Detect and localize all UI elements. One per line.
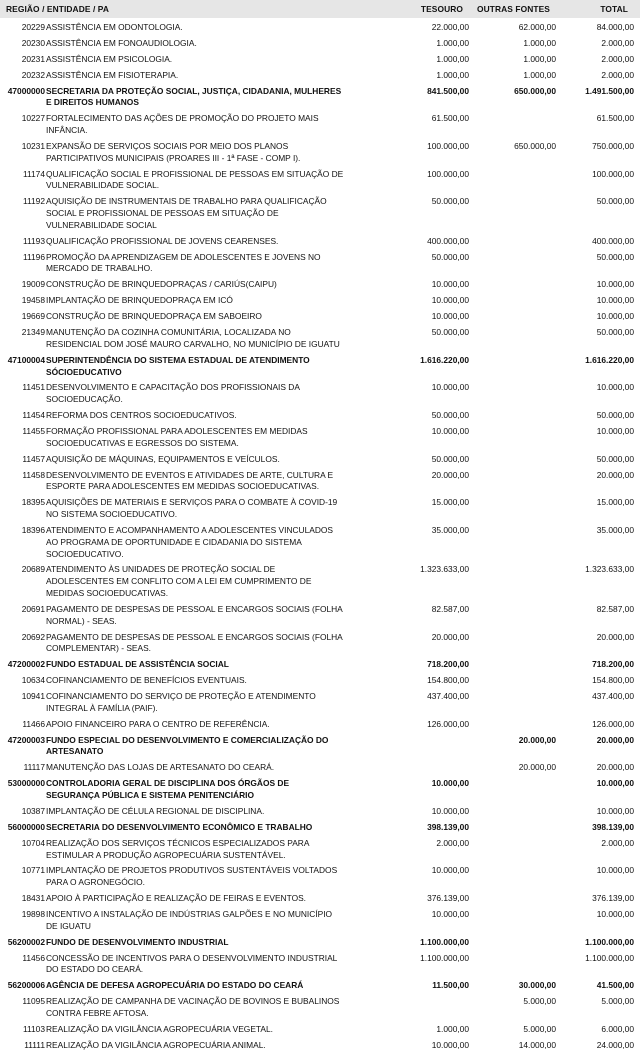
row-code: 56000000 bbox=[7, 821, 45, 832]
row-code: 20231 bbox=[21, 53, 45, 64]
row-code: 11451 bbox=[22, 382, 45, 393]
row-code: 11117 bbox=[23, 762, 45, 773]
row-description: IMPLANTAÇÃO DE CÉLULA REGIONAL DE DISCIPLINA. bbox=[46, 805, 265, 816]
row-tesouro: 1.000,00 bbox=[436, 69, 469, 80]
table-row bbox=[0, 327, 640, 351]
table-row bbox=[0, 778, 640, 802]
row-outras-fontes: 30.000,00 bbox=[518, 980, 556, 991]
row-outras-fontes: 1.000,00 bbox=[523, 69, 556, 80]
row-outras-fontes bbox=[469, 691, 556, 715]
row-code: 20692 bbox=[21, 631, 45, 642]
row-description: EXPANSÃO DE SERVIÇOS SOCIAIS POR MEIO DOS PLANOS PARTICIPATIVOS MUNICIPAIS (PROARES III - 1ª FASE - COMP I). bbox=[46, 140, 301, 163]
row-tesouro: 10.000,00 bbox=[431, 908, 469, 919]
table-row bbox=[0, 909, 640, 933]
row-total: 24.000,00 bbox=[596, 1039, 634, 1050]
row-tesouro: 718.200,00 bbox=[427, 659, 469, 670]
row-code: 20232 bbox=[21, 69, 45, 80]
row-description: AQUISIÇÕES DE MATERIAIS E SERVIÇOS PARA O COMBATE À COVID-19 NO SISTEMA SOCIOEDUCATIVO. bbox=[46, 497, 338, 520]
row-outras-fontes bbox=[469, 311, 556, 323]
table-row bbox=[0, 822, 640, 834]
table-header bbox=[0, 0, 640, 18]
row-code: 10231 bbox=[21, 140, 45, 151]
row-code: 47200003 bbox=[7, 734, 45, 745]
row-outras-fontes bbox=[469, 497, 556, 521]
row-tesouro: 82.587,00 bbox=[431, 603, 469, 614]
table-row bbox=[0, 311, 640, 323]
row-tesouro: 2.000,00 bbox=[436, 837, 469, 848]
table-row bbox=[0, 1040, 640, 1052]
row-code: 11111 bbox=[24, 1039, 45, 1050]
row-outras-fontes: 20.000,00 bbox=[518, 762, 556, 773]
row-code: 11193 bbox=[22, 235, 45, 246]
row-tesouro: 10.000,00 bbox=[431, 805, 469, 816]
row-total: 1.323.633,00 bbox=[585, 564, 634, 575]
table-row bbox=[0, 22, 640, 34]
row-total: 376.139,00 bbox=[592, 893, 634, 904]
row-description: CONSTRUÇÃO DE BRINQUEDOPRAÇAS / CARIÚS(CAIPU) bbox=[46, 279, 277, 290]
row-total: 400.000,00 bbox=[592, 235, 634, 246]
row-description: IMPLANTAÇÃO DE PROJETOS PRODUTIVOS SUSTENTÁVEIS VOLTADOS PARA O AGRONEGÓCIO. bbox=[46, 865, 338, 888]
row-tesouro: 10.000,00 bbox=[431, 426, 469, 436]
table-row bbox=[0, 169, 640, 193]
row-code: 11456 bbox=[22, 952, 45, 963]
row-description: DESENVOLVIMENTO E CAPACITAÇÃO DOS PROFISSIONAIS DA SOCIOEDUCAÇÃO. bbox=[46, 382, 300, 405]
row-description: REALIZAÇÃO DOS SERVIÇOS TÉCNICOS ESPECIALIZADOS PARA ESTIMULAR A PRODUÇÃO AGROPECUÁRIA SUSTENTÁVEL. bbox=[46, 837, 309, 860]
row-outras-fontes: 1.000,00 bbox=[523, 53, 556, 64]
row-code: 19009 bbox=[21, 279, 45, 290]
row-tesouro: 1.000,00 bbox=[436, 37, 469, 48]
row-total: 50.000,00 bbox=[596, 251, 634, 262]
row-description: SECRETARIA DA PROTEÇÃO SOCIAL, JUSTIÇA, CIDADANIA, MULHERES E DIREITOS HUMANOS bbox=[46, 85, 342, 108]
row-code: 47200002 bbox=[7, 659, 45, 670]
row-description: SECRETARIA DO DESENVOLVIMENTO ECONÔMICO E TRABALHO bbox=[46, 821, 313, 832]
row-total: 2.000,00 bbox=[601, 53, 634, 64]
row-code: 47000000 bbox=[7, 85, 45, 96]
row-total: 10.000,00 bbox=[596, 865, 634, 876]
row-code: 18395 bbox=[21, 497, 45, 508]
row-total: 20.000,00 bbox=[596, 734, 634, 745]
row-description: COFINANCIAMENTO DE BENEFÍCIOS EVENTUAIS. bbox=[46, 675, 247, 686]
row-description: APOIO FINANCEIRO PARA O CENTRO DE REFERÊNCIA. bbox=[46, 718, 270, 729]
table-row bbox=[0, 279, 640, 291]
row-total: 154.800,00 bbox=[592, 675, 634, 686]
table-row bbox=[0, 86, 640, 110]
table-row bbox=[0, 426, 640, 450]
table-row bbox=[0, 980, 640, 992]
row-total: 5.000,00 bbox=[601, 996, 634, 1007]
row-tesouro bbox=[351, 735, 469, 759]
row-description: CONSTRUÇÃO DE BRINQUEDOPRAÇA EM SABOEIRO bbox=[46, 311, 262, 322]
row-total: 10.000,00 bbox=[596, 426, 634, 436]
row-tesouro: 376.139,00 bbox=[427, 893, 469, 904]
table-row bbox=[0, 497, 640, 521]
row-tesouro: 20.000,00 bbox=[431, 469, 469, 480]
table-row bbox=[0, 893, 640, 905]
row-outras-fontes bbox=[469, 822, 556, 834]
row-outras-fontes bbox=[469, 410, 556, 422]
row-description: ASSISTÊNCIA EM FISIOTERAPIA. bbox=[46, 69, 179, 80]
table-row bbox=[0, 953, 640, 977]
table-row bbox=[0, 632, 640, 656]
table-row bbox=[0, 525, 640, 560]
row-description: ASSISTÊNCIA EM ODONTOLOGIA. bbox=[46, 22, 183, 32]
row-code: 19669 bbox=[21, 311, 45, 322]
row-tesouro: 10.000,00 bbox=[431, 865, 469, 876]
row-code: 10704 bbox=[21, 837, 45, 848]
row-total: 10.000,00 bbox=[596, 805, 634, 816]
table-row bbox=[0, 564, 640, 599]
row-tesouro: 10.000,00 bbox=[431, 778, 469, 789]
row-total: 437.400,00 bbox=[592, 691, 634, 702]
row-total: 61.500,00 bbox=[596, 113, 634, 124]
row-description: REALIZAÇÃO DA VIGILÂNCIA AGROPECUÁRIA ANIMAL. bbox=[46, 1039, 266, 1050]
header-total: TOTAL bbox=[600, 4, 628, 14]
row-description: SUPERINTENDÊNCIA DO SISTEMA ESTADUAL DE ATENDIMENTO SÓCIOEDUCATIVO bbox=[46, 354, 310, 377]
row-outras-fontes bbox=[469, 604, 556, 628]
row-description: ATENDIMENTO ÀS UNIDADES DE PROTEÇÃO SOCIAL DE ADOLESCENTES EM CONFLITO COM A LEI EM CUMPRIMENTO DE MEDIDAS SOCIOEDUCATIVAS. bbox=[46, 564, 312, 599]
row-total: 20.000,00 bbox=[596, 762, 634, 773]
table-row bbox=[0, 675, 640, 687]
table-body bbox=[0, 18, 640, 1052]
row-outras-fontes: 5.000,00 bbox=[523, 996, 556, 1007]
row-code: 11196 bbox=[22, 251, 45, 262]
table-row bbox=[0, 1024, 640, 1036]
row-description: MANUTENÇÃO DAS LOJAS DE ARTESANATO DO CEARÁ. bbox=[46, 762, 275, 773]
row-outras-fontes bbox=[469, 113, 556, 137]
row-tesouro: 1.323.633,00 bbox=[420, 564, 469, 575]
table-row bbox=[0, 382, 640, 406]
row-code: 11103 bbox=[22, 1023, 45, 1034]
row-code: 11174 bbox=[22, 168, 45, 179]
row-tesouro: 10.000,00 bbox=[431, 279, 469, 290]
row-tesouro: 22.000,00 bbox=[431, 22, 469, 32]
row-tesouro: 841.500,00 bbox=[427, 85, 469, 96]
row-total: 750.000,00 bbox=[592, 140, 634, 151]
row-outras-fontes bbox=[469, 838, 556, 862]
row-tesouro: 35.000,00 bbox=[431, 524, 469, 535]
row-outras-fontes bbox=[469, 659, 556, 671]
table-row bbox=[0, 113, 640, 137]
row-code: 21349 bbox=[21, 327, 45, 338]
row-total: 10.000,00 bbox=[596, 778, 634, 789]
row-code: 10941 bbox=[21, 691, 45, 702]
row-tesouro bbox=[351, 762, 469, 774]
table-row bbox=[0, 719, 640, 731]
row-outras-fontes bbox=[469, 675, 556, 687]
row-description: FORMAÇÃO PROFISSIONAL PARA ADOLESCENTES EM MEDIDAS SOCIOEDUCATIVAS E EGRESSOS DO SISTEMA. bbox=[46, 426, 308, 448]
row-description: ASSISTÊNCIA EM PSICOLOGIA. bbox=[46, 53, 173, 64]
row-total: 15.000,00 bbox=[596, 497, 634, 508]
row-outras-fontes: 5.000,00 bbox=[523, 1023, 556, 1034]
row-code: 11458 bbox=[22, 469, 45, 480]
row-tesouro: 61.500,00 bbox=[431, 113, 469, 124]
row-code: 11095 bbox=[22, 996, 45, 1007]
row-total: 1.100.000,00 bbox=[585, 952, 634, 963]
row-outras-fontes bbox=[469, 426, 556, 450]
header-region: REGIÃO / ENTIDADE / PA bbox=[6, 4, 110, 14]
row-tesouro: 1.000,00 bbox=[436, 1023, 469, 1034]
table-row bbox=[0, 937, 640, 949]
row-total: 35.000,00 bbox=[596, 524, 634, 535]
row-code: 11454 bbox=[22, 410, 45, 421]
row-code: 53000000 bbox=[7, 778, 45, 789]
row-total: 100.000,00 bbox=[592, 168, 634, 179]
row-code: 11466 bbox=[22, 718, 45, 729]
table-row bbox=[0, 806, 640, 818]
table-row bbox=[0, 838, 640, 862]
row-total: 10.000,00 bbox=[596, 279, 634, 290]
row-outras-fontes bbox=[469, 196, 556, 231]
row-outras-fontes bbox=[469, 327, 556, 351]
row-code: 20691 bbox=[21, 603, 45, 614]
row-description: CONCESSÃO DE INCENTIVOS PARA O DESENVOLVIMENTO INDUSTRIAL DO ESTADO DO CEARÁ. bbox=[46, 952, 338, 975]
row-description: APOIO À PARTICIPAÇÃO E REALIZAÇÃO DE FEIRAS E EVENTOS. bbox=[46, 893, 306, 904]
row-total: 2.000,00 bbox=[601, 37, 634, 48]
table-row bbox=[0, 865, 640, 889]
row-outras-fontes bbox=[469, 909, 556, 933]
row-tesouro: 126.000,00 bbox=[427, 718, 469, 729]
row-outras-fontes bbox=[469, 893, 556, 905]
row-total: 82.587,00 bbox=[596, 603, 634, 614]
row-total: 50.000,00 bbox=[596, 327, 634, 338]
row-outras-fontes bbox=[469, 470, 556, 494]
row-description: REALIZAÇÃO DE CAMPANHA DE VACINAÇÃO DE BOVINOS E BUBALINOS CONTRA FEBRE AFTOSA. bbox=[46, 996, 340, 1018]
row-total: 20.000,00 bbox=[596, 469, 634, 480]
row-tesouro: 10.000,00 bbox=[431, 382, 469, 393]
row-outras-fontes bbox=[469, 525, 556, 560]
row-code: 20689 bbox=[21, 564, 45, 575]
row-tesouro: 10.000,00 bbox=[431, 295, 469, 306]
row-tesouro: 398.139,00 bbox=[427, 821, 469, 832]
row-tesouro: 50.000,00 bbox=[431, 196, 469, 207]
row-code: 56200002 bbox=[7, 936, 45, 947]
row-total: 1.616.220,00 bbox=[585, 354, 634, 365]
table-row bbox=[0, 70, 640, 82]
row-code: 10634 bbox=[21, 675, 45, 686]
row-outras-fontes bbox=[469, 564, 556, 599]
row-description: AQUISIÇÃO DE INSTRUMENTAIS DE TRABALHO PARA QUALIFICAÇÃO SOCIAL E PROFISSIONAL DE PESSOAS EM SITUAÇÃO DE VULNERABILIDADE SOCIAL bbox=[46, 196, 327, 230]
row-tesouro: 1.616.220,00 bbox=[420, 354, 469, 365]
row-description: DESENVOLVIMENTO DE EVENTOS E ATIVIDADES DE ARTE, CULTURA E ESPORTE PARA ADOLESCENTES EM MEDIDAS SOCIOEDUCATIVAS. bbox=[46, 469, 334, 492]
row-outras-fontes bbox=[469, 632, 556, 656]
row-total: 398.139,00 bbox=[592, 821, 634, 832]
table-row bbox=[0, 38, 640, 50]
row-tesouro: 1.100.000,00 bbox=[420, 936, 469, 947]
row-description: COFINANCIAMENTO DO SERVIÇO DE PROTEÇÃO E ATENDIMENTO INTEGRAL À FAMÍLIA (PAIF). bbox=[46, 691, 316, 713]
header-outras-fontes: OUTRAS FONTES bbox=[477, 4, 550, 14]
row-description: CONTROLADORIA GERAL DE DISCIPLINA DOS ÓRGÃOS DE SEGURANÇA PÚBLICA E SISTEMA PENITENCIÁRIO bbox=[46, 778, 290, 801]
row-tesouro: 10.000,00 bbox=[431, 311, 469, 322]
row-tesouro: 50.000,00 bbox=[431, 453, 469, 464]
row-total: 10.000,00 bbox=[596, 311, 634, 322]
row-description: QUALIFICAÇÃO SOCIAL E PROFISSIONAL DE PESSOAS EM SITUAÇÃO DE VULNERABILIDADE SOCIAL. bbox=[46, 168, 344, 191]
row-outras-fontes: 650.000,00 bbox=[514, 85, 556, 96]
table-row bbox=[0, 54, 640, 66]
row-total: 50.000,00 bbox=[596, 410, 634, 421]
row-outras-fontes bbox=[469, 865, 556, 889]
row-tesouro: 10.000,00 bbox=[431, 1039, 469, 1050]
row-outras-fontes bbox=[469, 937, 556, 949]
row-code: 10771 bbox=[21, 865, 45, 876]
table-row bbox=[0, 236, 640, 248]
row-tesouro: 1.000,00 bbox=[436, 53, 469, 64]
row-tesouro bbox=[351, 996, 469, 1020]
row-code: 11457 bbox=[22, 453, 45, 464]
table-row bbox=[0, 295, 640, 307]
row-description: REFORMA DOS CENTROS SOCIOEDUCATIVOS. bbox=[46, 410, 237, 421]
row-outras-fontes bbox=[469, 953, 556, 977]
row-description: AGÊNCIA DE DEFESA AGROPECUÁRIA DO ESTADO DO CEARÁ bbox=[46, 980, 304, 991]
row-code: 19898 bbox=[21, 908, 45, 919]
row-outras-fontes bbox=[469, 236, 556, 248]
row-description: INCENTIVO A INSTALAÇÃO DE INDÚSTRIAS GALPÕES E NO MUNICÍPIO DE IGUATU bbox=[46, 908, 333, 931]
row-description: ASSISTÊNCIA EM FONOAUDIOLOGIA. bbox=[46, 37, 197, 48]
row-code: 10387 bbox=[21, 805, 45, 816]
row-code: 18431 bbox=[21, 893, 45, 904]
row-tesouro: 400.000,00 bbox=[427, 235, 469, 246]
row-tesouro: 20.000,00 bbox=[431, 631, 469, 642]
row-description: AQUISIÇÃO DE MÁQUINAS, EQUIPAMENTOS E VEÍCULOS. bbox=[46, 453, 280, 464]
row-description: PAGAMENTO DE DESPESAS DE PESSOAL E ENCARGOS SOCIAIS (FOLHA COMPLEMENTAR) - SEAS. bbox=[46, 631, 343, 654]
row-outras-fontes bbox=[469, 719, 556, 731]
row-total: 718.200,00 bbox=[592, 659, 634, 670]
row-description: ATENDIMENTO E ACOMPANHAMENTO A ADOLESCENTES VINCULADOS AO PROGRAMA DE OPORTUNIDADE E CIDADANIA DO SISTEMA SOCIOEDUCATIVO. bbox=[46, 524, 333, 559]
row-outras-fontes: 650.000,00 bbox=[514, 140, 556, 151]
row-outras-fontes bbox=[469, 295, 556, 307]
row-outras-fontes: 14.000,00 bbox=[518, 1039, 556, 1050]
row-description: QUALIFICAÇÃO PROFISSIONAL DE JOVENS CEARENSES. bbox=[46, 235, 279, 246]
row-description: PROMOÇÃO DA APRENDIZAGEM DE ADOLESCENTES E JOVENS NO MERCADO DE TRABALHO. bbox=[46, 251, 321, 274]
row-code: 56200006 bbox=[7, 980, 45, 991]
row-total: 50.000,00 bbox=[596, 196, 634, 207]
row-code: 20230 bbox=[21, 37, 45, 48]
row-outras-fontes bbox=[469, 454, 556, 466]
row-outras-fontes bbox=[469, 806, 556, 818]
row-outras-fontes bbox=[469, 252, 556, 276]
row-tesouro: 1.100.000,00 bbox=[420, 952, 469, 963]
row-code: 11192 bbox=[22, 196, 45, 207]
table-row bbox=[0, 996, 640, 1020]
row-code: 47100004 bbox=[7, 354, 45, 365]
table-row bbox=[0, 735, 640, 759]
table-row bbox=[0, 691, 640, 715]
row-total: 1.491.500,00 bbox=[585, 85, 634, 96]
row-description: FUNDO ESTADUAL DE ASSISTÊNCIA SOCIAL bbox=[46, 659, 229, 670]
table-row bbox=[0, 604, 640, 628]
row-total: 10.000,00 bbox=[596, 908, 634, 919]
row-total: 126.000,00 bbox=[592, 718, 634, 729]
row-description: REALIZAÇÃO DA VIGILÂNCIA AGROPECUÁRIA VEGETAL. bbox=[46, 1023, 273, 1034]
row-tesouro: 50.000,00 bbox=[431, 410, 469, 421]
table-row bbox=[0, 252, 640, 276]
row-tesouro: 15.000,00 bbox=[431, 497, 469, 508]
row-tesouro: 50.000,00 bbox=[431, 327, 469, 338]
table-row bbox=[0, 196, 640, 231]
table-row bbox=[0, 454, 640, 466]
row-code: 19458 bbox=[21, 295, 45, 306]
row-description: IMPLANTAÇÃO DE BRINQUEDOPRAÇA EM ICÓ bbox=[46, 295, 233, 306]
row-total: 6.000,00 bbox=[601, 1023, 634, 1034]
row-total: 2.000,00 bbox=[601, 69, 634, 80]
row-outras-fontes bbox=[469, 169, 556, 193]
row-total: 1.100.000,00 bbox=[585, 936, 634, 947]
row-code: 20229 bbox=[21, 22, 45, 32]
row-code: 10227 bbox=[21, 113, 45, 124]
row-description: FORTALECIMENTO DAS AÇÕES DE PROMOÇÃO DO PROJETO MAIS INFÂNCIA. bbox=[46, 113, 319, 136]
row-description: FUNDO DE DESENVOLVIMENTO INDUSTRIAL bbox=[46, 936, 229, 947]
table-row bbox=[0, 659, 640, 671]
header-tesouro: TESOURO bbox=[420, 4, 463, 14]
row-outras-fontes: 1.000,00 bbox=[523, 37, 556, 48]
row-total: 10.000,00 bbox=[596, 382, 634, 393]
row-total: 50.000,00 bbox=[596, 453, 634, 464]
row-outras-fontes bbox=[469, 279, 556, 291]
row-tesouro: 154.800,00 bbox=[427, 675, 469, 686]
table-row bbox=[0, 762, 640, 774]
table-row bbox=[0, 141, 640, 165]
table-row bbox=[0, 355, 640, 379]
row-code: 11455 bbox=[22, 426, 45, 436]
row-total: 41.500,00 bbox=[596, 980, 634, 991]
row-outras-fontes bbox=[469, 355, 556, 379]
row-total: 84.000,00 bbox=[596, 22, 634, 32]
row-tesouro: 100.000,00 bbox=[427, 168, 469, 179]
row-tesouro: 437.400,00 bbox=[427, 691, 469, 702]
row-outras-fontes: 62.000,00 bbox=[518, 22, 556, 32]
row-tesouro: 50.000,00 bbox=[431, 251, 469, 262]
row-total: 20.000,00 bbox=[596, 631, 634, 642]
row-description: MANUTENÇÃO DA COZINHA COMUNITÁRIA, LOCALIZADA NO RESIDENCIAL DOM JOSÉ MAURO CARVALHO, NO MUNICÍPIO DE IGUATU bbox=[46, 327, 340, 349]
table-row bbox=[0, 410, 640, 422]
row-outras-fontes bbox=[469, 778, 556, 802]
row-total: 10.000,00 bbox=[596, 295, 634, 306]
row-tesouro: 100.000,00 bbox=[427, 140, 469, 151]
row-total: 2.000,00 bbox=[601, 837, 634, 848]
row-outras-fontes bbox=[469, 382, 556, 406]
table-row bbox=[0, 470, 640, 494]
row-description: FUNDO ESPECIAL DO DESENVOLVIMENTO E COMERCIALIZAÇÃO DO ARTESANATO bbox=[46, 734, 329, 757]
row-outras-fontes: 20.000,00 bbox=[518, 734, 556, 745]
row-description: PAGAMENTO DE DESPESAS DE PESSOAL E ENCARGOS SOCIAIS (FOLHA NORMAL) - SEAS. bbox=[46, 603, 343, 626]
row-code: 18396 bbox=[21, 524, 45, 535]
row-tesouro: 11.500,00 bbox=[432, 980, 469, 991]
